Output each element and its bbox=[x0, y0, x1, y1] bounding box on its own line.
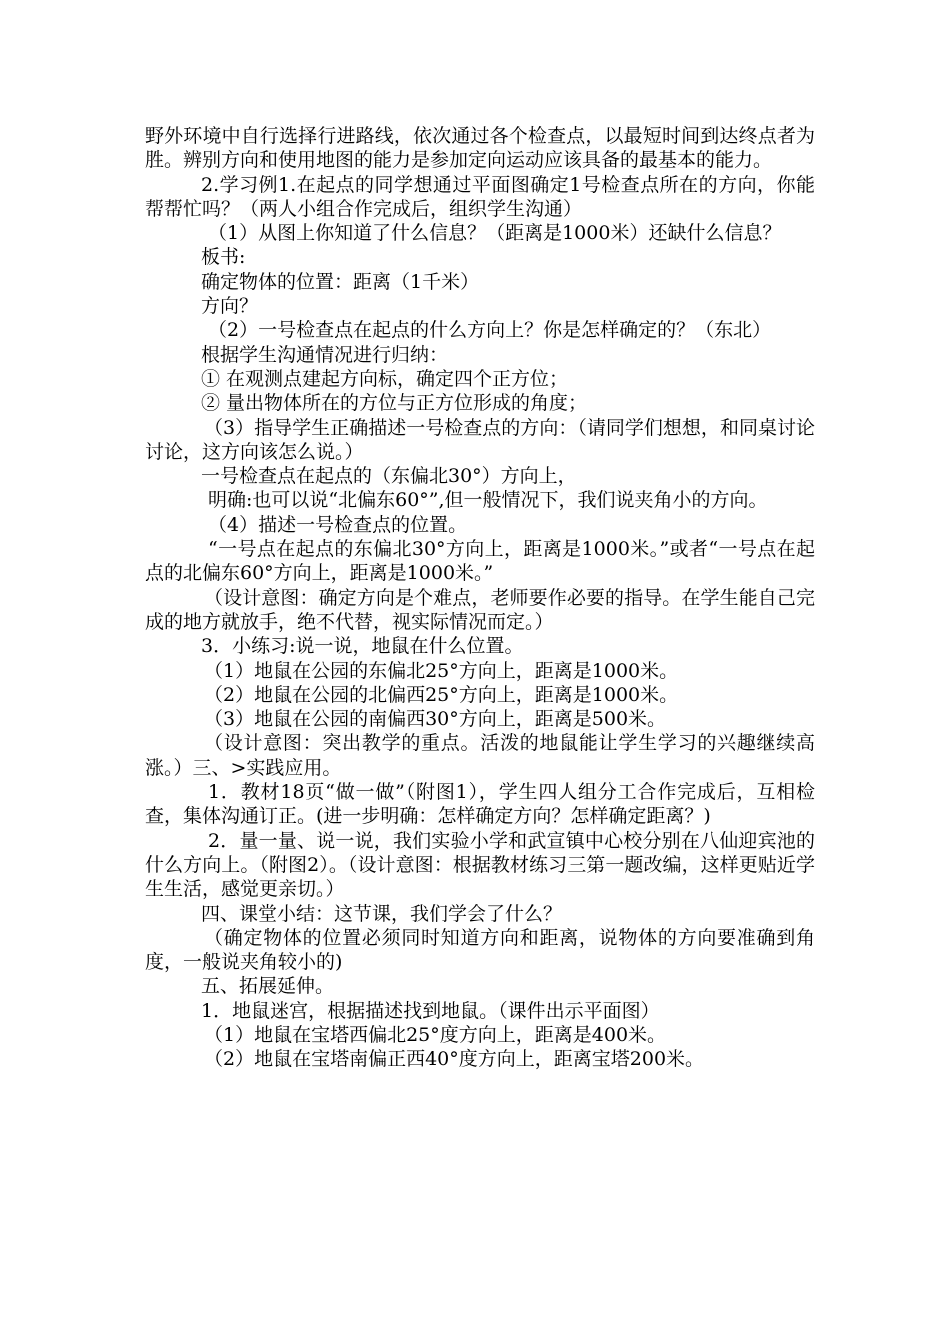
paragraph: （3）指导学生正确描述一号检查点的方向：（请同学们想想，和同桌讨论讨论，这方向该怎么说。） bbox=[145, 416, 815, 463]
paragraph: 明确:也可以说“北偏东60°”,但一般情况下，我们说夹角小的方向。 bbox=[208, 489, 768, 512]
paragraph: （3）地鼠在公园的南偏西30°方向上，距离是500米。 bbox=[204, 708, 667, 731]
paragraph: （4）描述一号检查点的位置。 bbox=[208, 513, 468, 536]
paragraph: （1）地鼠在宝塔西偏北25°度方向上，距离是400米。 bbox=[204, 1023, 667, 1046]
paragraph: 一号检查点在起点的（东偏北30°）方向上， bbox=[201, 465, 577, 488]
paragraph: （2）一号检查点在起点的什么方向上？你是怎样确定的？（东北） bbox=[208, 319, 772, 342]
paragraph: 确定物体的位置：距离（1千米） bbox=[201, 270, 480, 293]
paragraph: 根据学生沟通情况进行归纳： bbox=[201, 343, 449, 366]
paragraph: （2）地鼠在宝塔南偏正西40°度方向上，距离宝塔200米。 bbox=[204, 1048, 705, 1071]
paragraph: （设计意图：确定方向是个难点，老师要作必要的指导。在学生能自己完成的地方就放手，绝不代替，视实际情况而定。） bbox=[145, 586, 815, 633]
paragraph: （1）地鼠在公园的东偏北25°方向上，距离是1000米。 bbox=[204, 659, 679, 682]
document-body bbox=[145, 124, 815, 1072]
paragraph: （设计意图：突出教学的重点。活泼的地鼠能让学生学习的兴趣继续高涨。）三、>实践应用。 bbox=[145, 732, 815, 779]
paragraph: 2.学习例1.在起点的同学想通过平面图确定1号检查点所在的方向，你能帮帮忙吗？（两人小组合作完成后，组织学生沟通） bbox=[145, 173, 815, 220]
paragraph: ② 量出物体所在的方位与正方位形成的角度； bbox=[201, 392, 588, 415]
paragraph: （确定物体的位置必须同时知道方向和距离，说物体的方向要准确到角度，一般说夹角较小的) bbox=[145, 926, 815, 974]
paragraph: 四、课堂小结：这节课，我们学会了什么？ bbox=[201, 902, 563, 925]
paragraph: （1）从图上你知道了什么信息？（距离是1000米）还缺什么信息？ bbox=[208, 222, 782, 245]
paragraph: 2．量一量、说一说，我们实验小学和武宣镇中心校分别在八仙迎宾池的什么方向上。（附图2）。（设计意图：根据教材练习三第一题改编，这样更贴近学生生活，感觉更亲切。） bbox=[145, 829, 815, 901]
paragraph: 方向？ bbox=[201, 295, 259, 318]
paragraph: 3．小练习:说一说，地鼠在什么位置。 bbox=[201, 635, 524, 658]
paragraph: 板书: bbox=[201, 246, 246, 269]
paragraph: “一号点在起点的东偏北30°方向上，距离是1000米。”或者“一号点在起点的北偏东60°方向上，距离是1000米。” bbox=[145, 538, 815, 585]
paragraph: 五、拓展延伸。 bbox=[201, 975, 335, 998]
paragraph: 1．地鼠迷宫，根据描述找到地鼠。（课件出示平面图） bbox=[201, 999, 660, 1022]
paragraph: ① 在观测点建起方向标，确定四个正方位； bbox=[201, 367, 569, 390]
paragraph: （2）地鼠在公园的北偏西25°方向上，距离是1000米。 bbox=[204, 683, 679, 706]
paragraph: 野外环境中自行选择行进路线，依次通过各个检查点，以最短时间到达终点者为胜。辨别方向和使用地图的能力是参加定向运动应该具备的最基本的能力。 bbox=[145, 125, 815, 172]
paragraph: 1．教材18页“做一做”（附图1），学生四人组分工合作完成后，互相检查，集体沟通订正。(进一步明确：怎样确定方向？怎样确定距离？) bbox=[145, 781, 815, 828]
